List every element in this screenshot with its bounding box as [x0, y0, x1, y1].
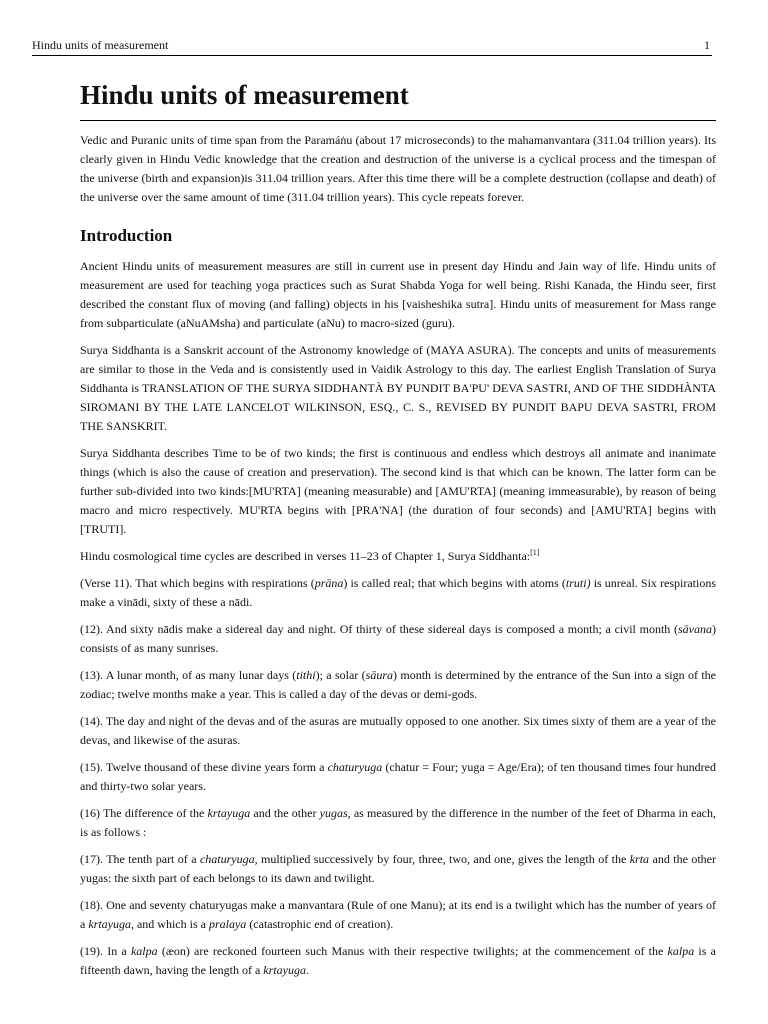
- paragraph-units: Ancient Hindu units of measurement measures are still in current use in present day Hindu and Jain way of life. Hindu units of measurement are used for teaching yoga practices such as Surat Shabda Yoga for well being. Rishi Kanada, the Hindu seer, first described the constant flux of moving (and falling) objects in his [vaisheshika sutra]. Hindu units of measurement for Mass range from subparticulate (aNuAMsha) and particulate (aNu) to macro-sized (guru).: [80, 259, 716, 330]
- paragraph-time-kinds: Surya Siddhanta describes Time to be of two kinds; the first is continuous and endless which destroys all animate and inanimate things (which is also the cause of creation and preservation). The second kind is that which can be known. The latter form can be further sub-divided into two kinds:[MU'RTA] (meaning measurable) and [AMU'RTA] (meaning immeasurable), by reason of being macro and micro respectively. MU'RTA begins with [PRA'NA] (the duration of four seconds) and [AMU'RTA] begins with [TRUTI].: [80, 446, 716, 536]
- running-header-title: Hindu units of measurement: [32, 38, 169, 52]
- time-cycles-text: Hindu cosmological time cycles are described in verses 11–23 of Chapter 1, Surya Siddhanta:: [80, 549, 531, 563]
- paragraph-surya-siddhanta: Surya Siddhanta is a Sanskrit account of the Astronomy knowledge of (MAYA ASURA). The concepts and units of measurements are similar to those in the Veda and is consistently used in Vaidik Astrology to this day. The earliest English Translation of Surya Siddhanta is TRANSLATION OF THE SURYA SIDDHANTÀ BY PUNDIT BA'PU' DEVA SASTRI, AND OF THE SIDDHÀNTA SIROMANI BY THE LATE LANCELOT WILKINSON, ESQ., C. S., REVISED BY PUNDIT BAPU DEVA SASTRI, FROM THE SANSKRIT.: [80, 343, 716, 433]
- verse-19: (19). In a kalpa (æon) are reckoned fourteen such Manus with their respective twilights; at the commencement of the kalpa is a fifteenth dawn, having the length of a krtayuga.: [80, 944, 716, 977]
- page-number: 1: [704, 38, 710, 52]
- verse-13: (13). A lunar month, of as many lunar days (tithi); a solar (sāura) month is determined by the entrance of the Sun into a sign of the zodiac; twelve months make a year. This is called a day of the devas or demi-gods.: [80, 668, 716, 701]
- paragraph-time-cycles: [80, 547, 716, 566]
- article-body: [80, 76, 716, 988]
- citation-link[interactable]: [1]: [530, 548, 540, 557]
- verse-12: (12). And sixty nādis make a sidereal day and night. Of thirty of these sidereal days is composed a month; a civil month (sāvana) consists of as many sunrises.: [80, 622, 716, 655]
- verse-15: (15). Twelve thousand of these divine years form a chaturyuga (chatur = Four; yuga = Age/Era); of ten thousand times four hundred and thirty-two solar years.: [80, 760, 716, 793]
- verse-18: (18). One and seventy chaturyugas make a manvantara (Rule of one Manu); at its end is a twilight which has the number of years of a krtayuga, and which is a pralaya (catastrophic end of creation).: [80, 898, 716, 931]
- verse-16: (16) The difference of the krtayuga and the other yugas, as measured by the difference in the number of the feet of Dharma in each, is as follows :: [80, 806, 717, 839]
- section-heading-introduction: Introduction: [80, 226, 173, 245]
- verse-14: (14). The day and night of the devas and of the asuras are mutually opposed to one another. Six times sixty of them are a year of the devas, and likewise of the asuras.: [80, 714, 716, 747]
- intro-paragraph: Vedic and Puranic units of time span from the Paramáṅu (about 17 microseconds) to the mahamanvantara (311.04 trillion years). Its clearly given in Hindu Vedic knowledge that the creation and destruction of the universe is a cyclical process and the timespan of the universe (birth and expansion)is 311.04 trillion years. After this time there will be a complete destruction (collapse and death) of the universe over the same amount of time (311.04 trillion years). This cycle repeats forever.: [80, 133, 716, 204]
- page-title: Hindu units of measurement: [80, 76, 716, 121]
- verse-17: (17). The tenth part of a chaturyuga, multiplied successively by four, three, two, and one, gives the length of the krta and the other yugas: the sixth part of each belongs to its dawn and twilight.: [80, 852, 716, 885]
- verse-11: (Verse 11). That which begins with respirations (prāna) is called real; that which begins with atoms (truti) is unreal. Six respirations make a vinādi, sixty of these a nādi.: [80, 576, 716, 609]
- running-header: [32, 38, 712, 56]
